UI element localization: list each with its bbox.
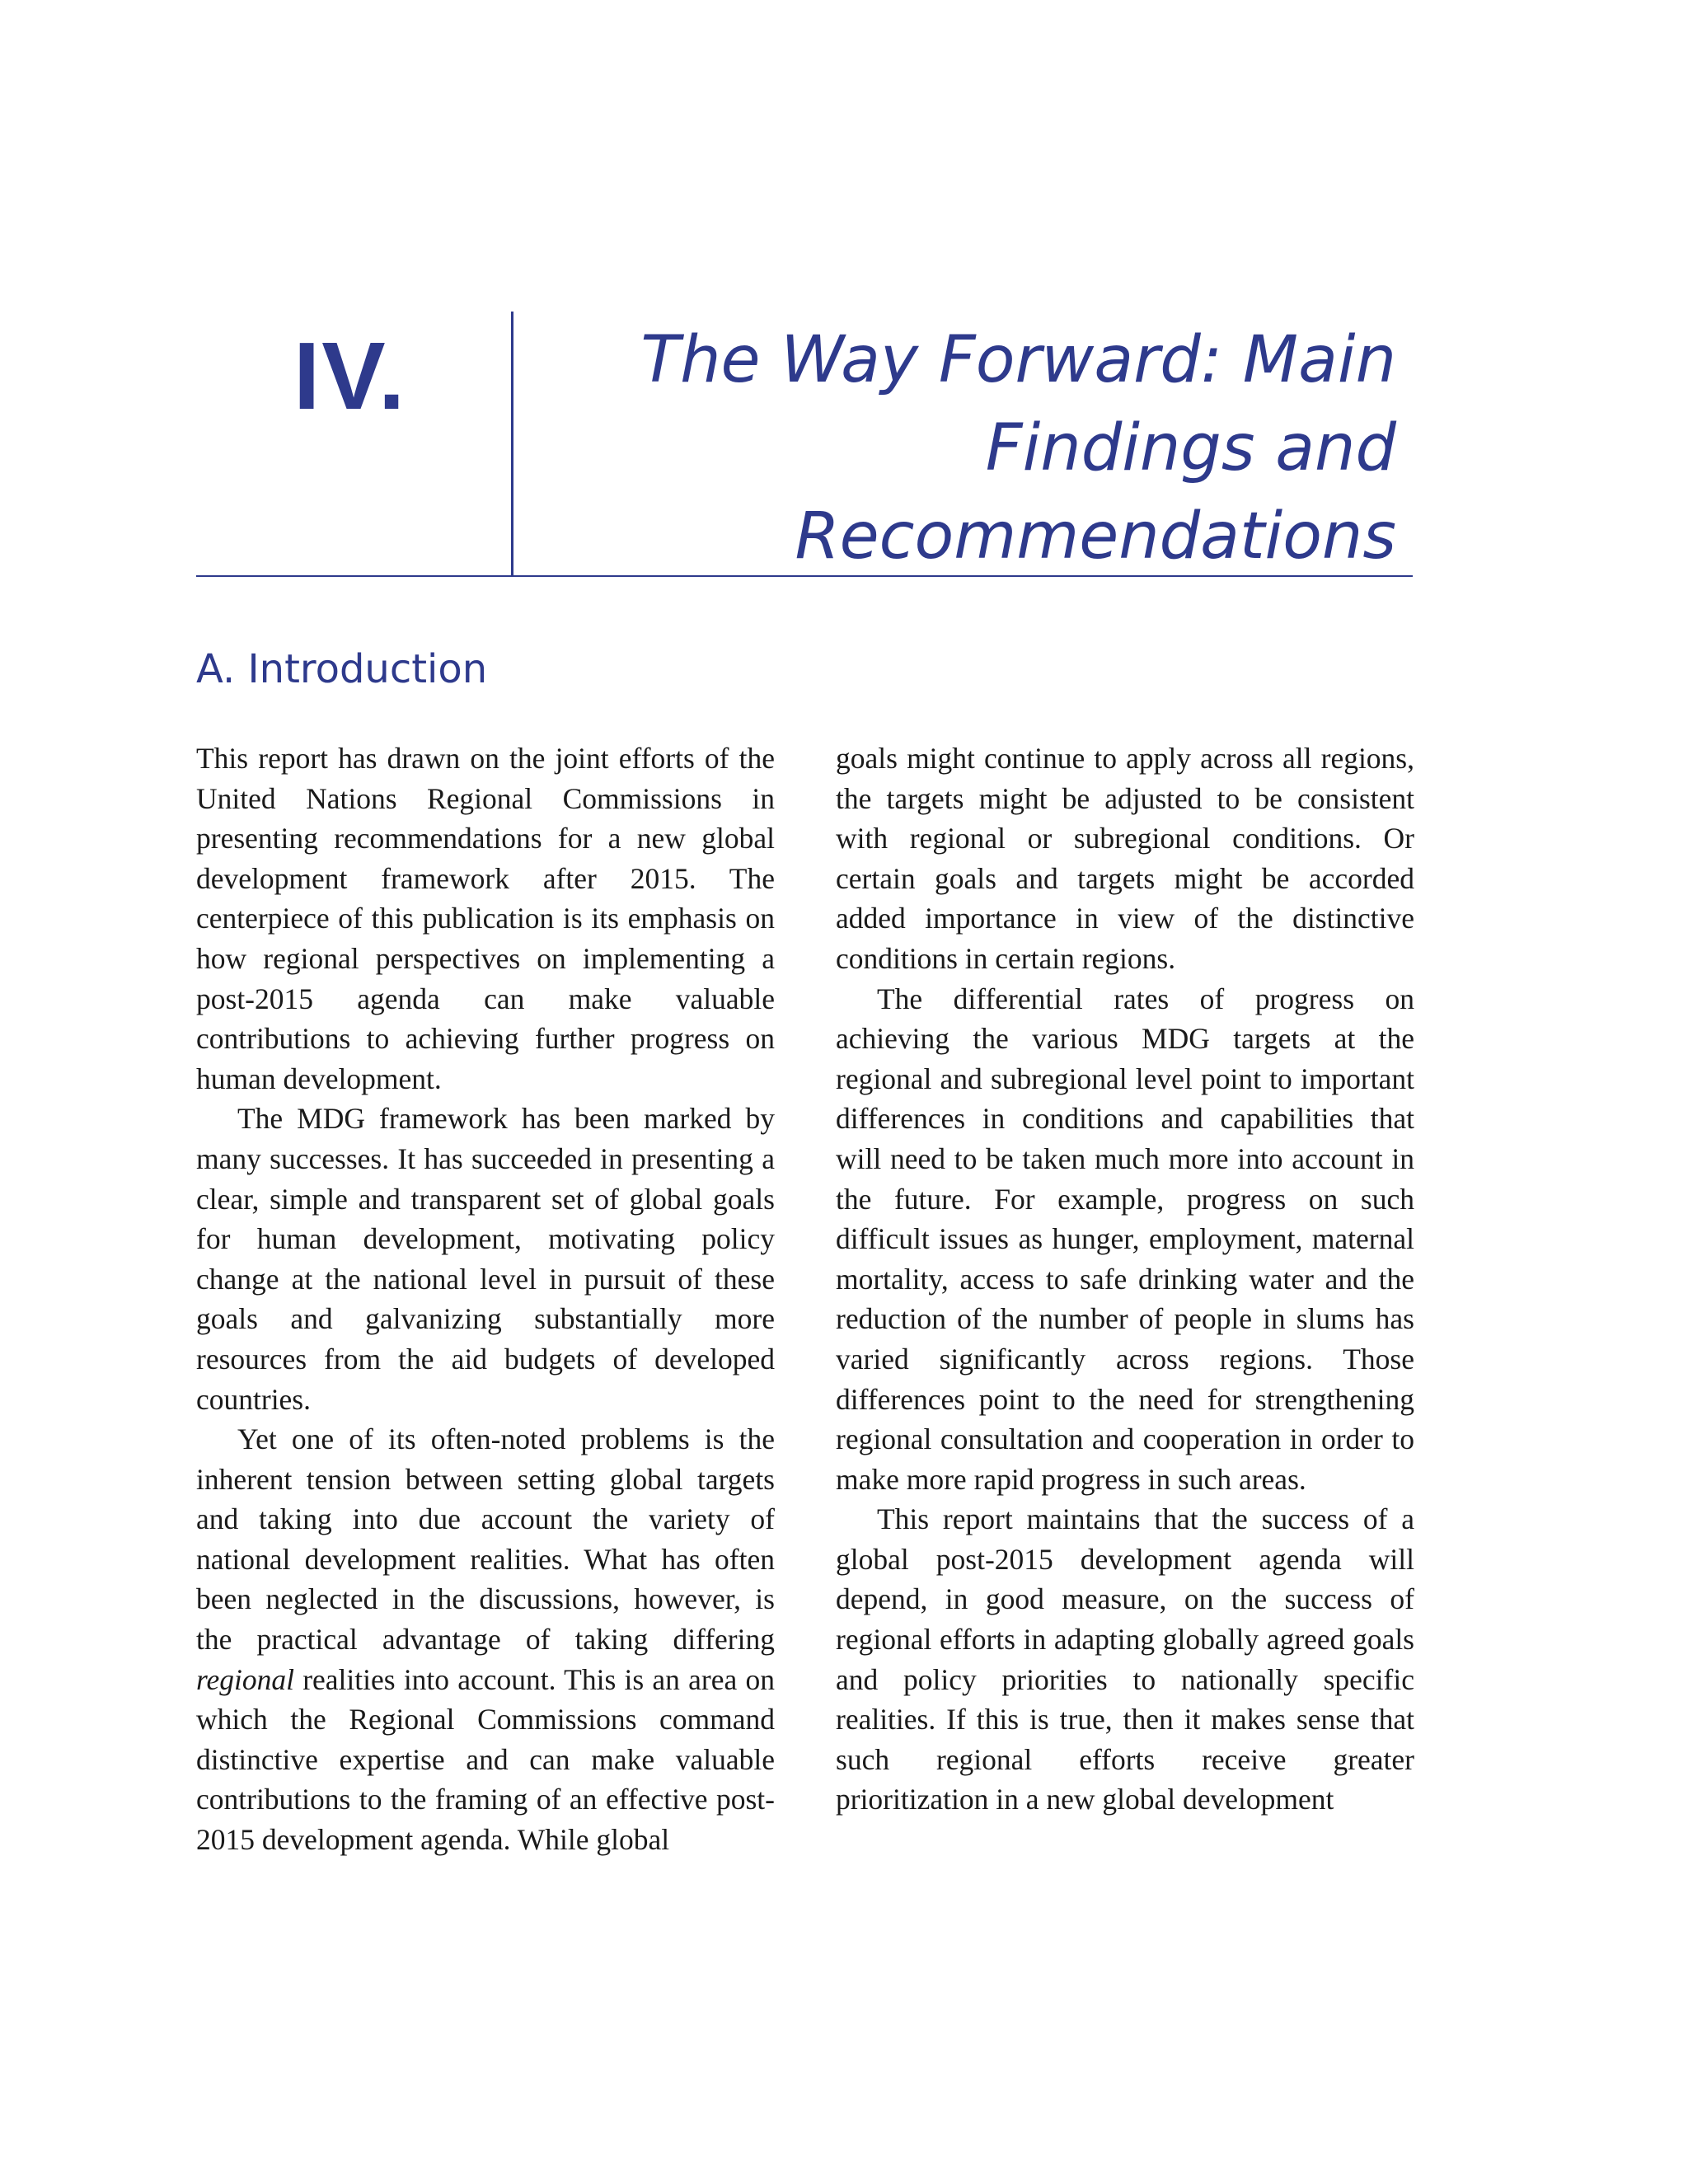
chapter-number: IV.: [293, 322, 407, 429]
paragraph-text: Yet one of its often-noted problems is the inherent tension between setting global targets and taking into due account the variety of national development realities. What has often been neglected in the discussions, however, is the practical advantage of taking differing: [196, 1422, 775, 1657]
paragraph: goals might continue to apply across all regions, the targets might be adjusted to be consistent with regional or subregional conditions. Or certain goals and targets might be accorded added importance in view of the distinctive conditions in certain regions.: [836, 742, 1414, 975]
chapter-header: [196, 312, 1413, 577]
chapter-title-line-2: Findings and: [985, 411, 1396, 485]
chapter-title-line-3: Recommendations: [795, 499, 1396, 574]
paragraph: [196, 1419, 775, 1860]
paragraph: The differential rates of progress on achieving the various MDG targets at the regional and subregional level point to important differences in conditions and capabilities that will need to be taken much more into account in the future. For example, progress on such difficult issues as hunger, employment, maternal mortality, access to safe drinking water and the reduction of the number of people in slums has varied significantly across regions. Those differences point to the need for strengthening regional consultation and cooperation in order to make more rapid progress in such areas.: [836, 982, 1414, 1496]
header-divider: [511, 312, 513, 575]
section-heading: A. Introduction: [196, 646, 488, 692]
chapter-title-line-1: The Way Forward: Main: [640, 323, 1396, 397]
left-column: [196, 738, 775, 1860]
chapter-title: [556, 316, 1396, 581]
paragraph: This report maintains that the success of a global post-2015 development agenda will depend, in good measure, on the success of regional efforts in adapting globally agreed goals and policy priorities to nationally specific realities. If this is true, then it makes sense that such regional efforts receive greater prioritization in a new global development: [836, 1502, 1414, 1816]
right-column: [836, 738, 1414, 1820]
paragraph: This report has drawn on the joint efforts of the United Nations Regional Commissions in presenting recommendations for a new global development framework after 2015. The centerpiece of this publication is its emphasis on how regional perspectives on implementing a post-2015 agenda can make valuable contributions to achieving further progress on human development.: [196, 742, 775, 1095]
paragraph: The MDG framework has been marked by many successes. It has succeeded in presenting a clear, simple and transparent set of global goals for human development, motivating policy change at the national level in pursuit of these goals and galvanizing substantially more resources from the aid budgets of developed countries.: [196, 1102, 775, 1416]
emphasis-text: regional: [196, 1662, 294, 1696]
paragraph-text: realities into account. This is an area on which the Regional Commissions command distinctive expertise and can make valuable contributions to the framing of an effective post-2015 development agenda. While global: [196, 1662, 775, 1857]
